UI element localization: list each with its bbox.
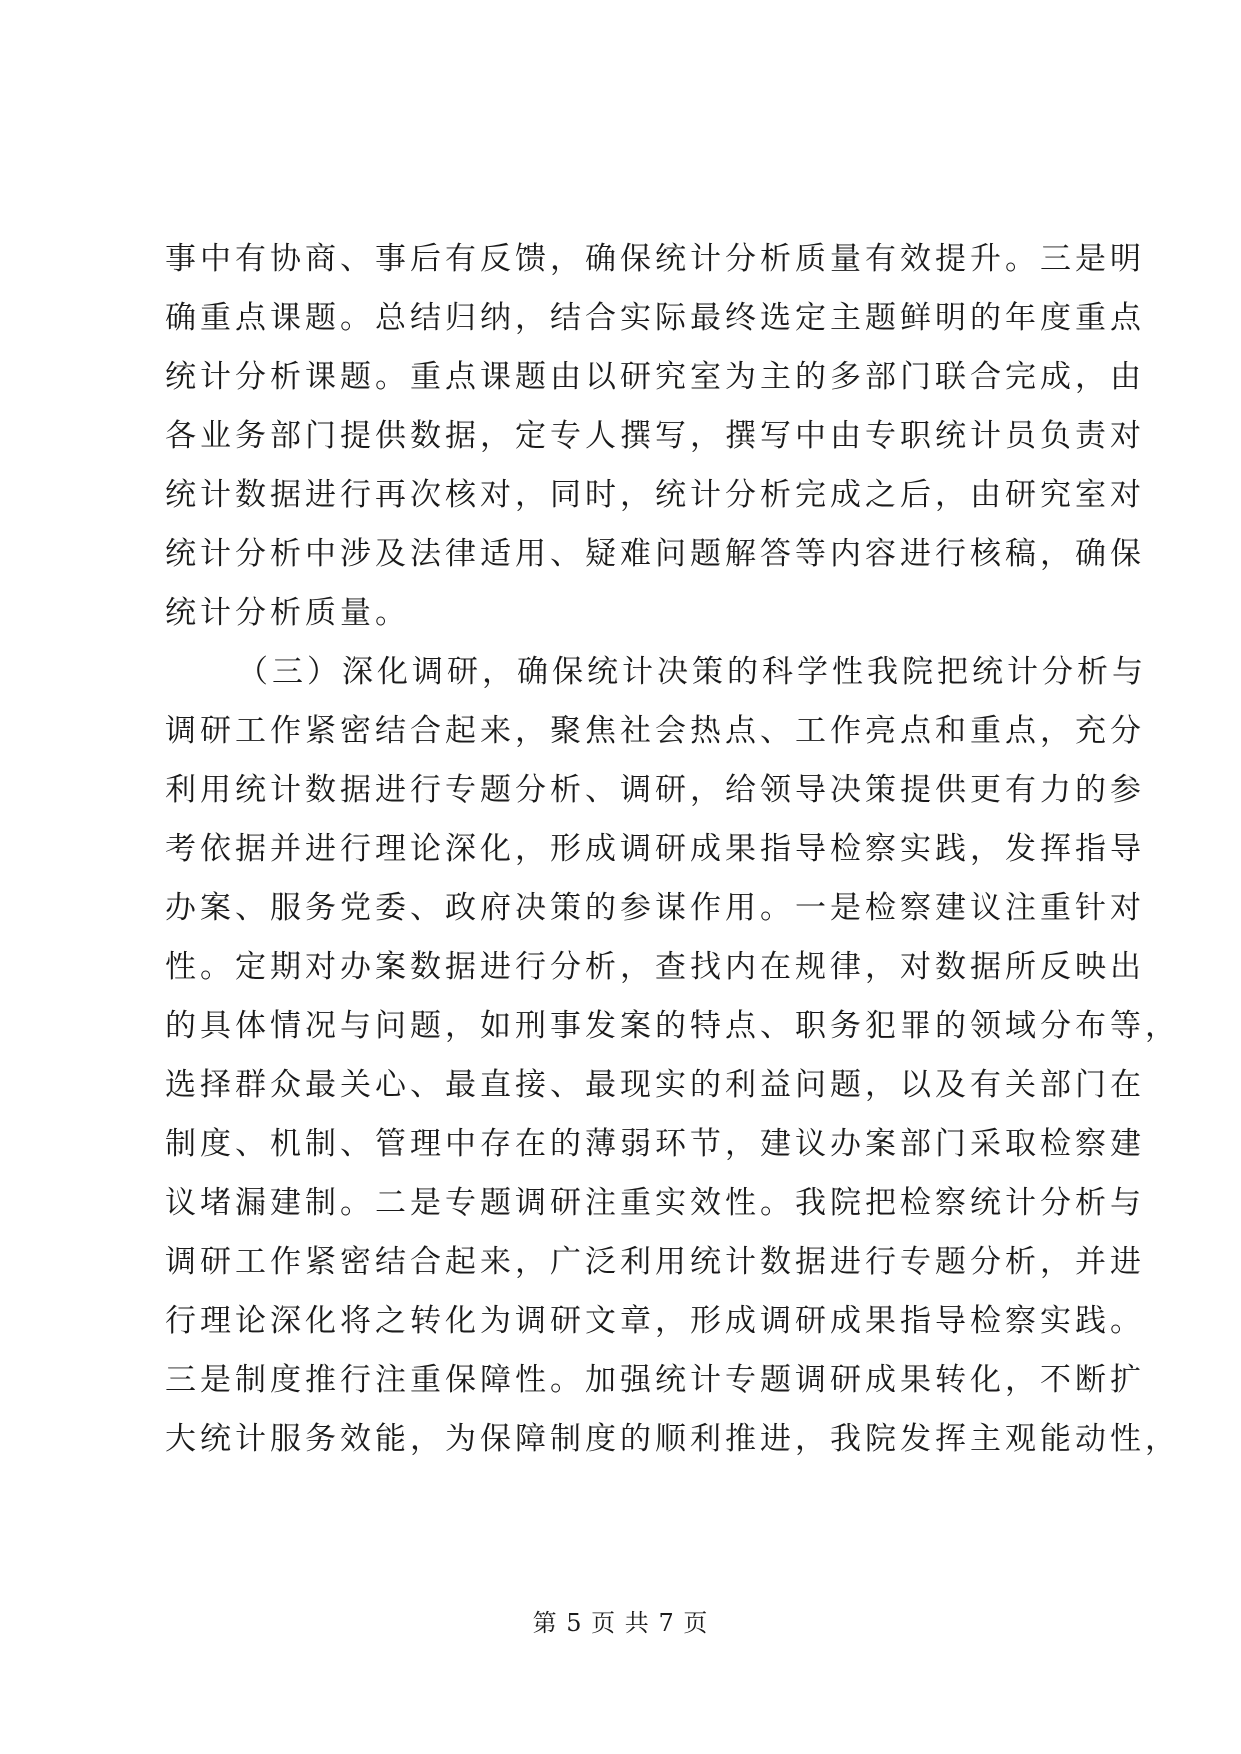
- text-line: 事中有协商、事后有反馈，确保统计分析质量有效提升。三是明: [165, 241, 1145, 277]
- text-line: 利用统计数据进行专题分析、调研，给领导决策提供更有力的参: [165, 772, 1145, 808]
- text-line: 统计数据进行再次核对，同时，统计分析完成之后，由研究室对: [165, 477, 1145, 513]
- text-line: 办案、服务党委、政府决策的参谋作用。一是检察建议注重针对: [165, 890, 1145, 926]
- text-line: 议堵漏建制。二是专题调研注重实效性。我院把检察统计分析与: [165, 1185, 1145, 1221]
- paragraph-1: [165, 230, 1145, 643]
- page-number-footer: 第 5 页 共 7 页: [532, 1609, 709, 1637]
- body-text: [165, 230, 1180, 1469]
- text-line: 三是制度推行注重保障性。加强统计专题调研成果转化，不断扩: [165, 1362, 1145, 1398]
- text-line: 调研工作紧密结合起来，广泛利用统计数据进行专题分析，并进: [165, 1244, 1145, 1280]
- text-line: 确重点课题。总结归纳，结合实际最终选定主题鲜明的年度重点: [165, 300, 1145, 336]
- text-line: 制度、机制、管理中存在的薄弱环节，建议办案部门采取检察建: [165, 1126, 1145, 1162]
- text-line: 的具体情况与问题，如刑事发案的特点、职务犯罪的领域分布等，: [165, 1008, 1180, 1044]
- paragraph-2: [165, 643, 1180, 1469]
- text-line: 考依据并进行理论深化，形成调研成果指导检察实践，发挥指导: [165, 831, 1145, 867]
- text-line: 统计分析中涉及法律适用、疑难问题解答等内容进行核稿，确保: [165, 536, 1145, 572]
- text-line: 性。定期对办案数据进行分析，查找内在规律，对数据所反映出: [165, 949, 1145, 985]
- text-line: 行理论深化将之转化为调研文章，形成调研成果指导检察实践。: [165, 1303, 1145, 1339]
- text-line: 调研工作紧密结合起来，聚焦社会热点、工作亮点和重点，充分: [165, 713, 1145, 749]
- text-line: 各业务部门提供数据，定专人撰写，撰写中由专职统计员负责对: [165, 418, 1145, 454]
- section-heading-line: （三）深化调研，确保统计决策的科学性我院把统计分析与: [237, 654, 1147, 690]
- text-line: 统计分析课题。重点课题由以研究室为主的多部门联合完成，由: [165, 359, 1145, 395]
- text-line: 选择群众最关心、最直接、最现实的利益问题，以及有关部门在: [165, 1067, 1145, 1103]
- text-line: 大统计服务效能，为保障制度的顺利推进，我院发挥主观能动性，: [165, 1421, 1180, 1457]
- text-line: 统计分析质量。: [165, 595, 410, 631]
